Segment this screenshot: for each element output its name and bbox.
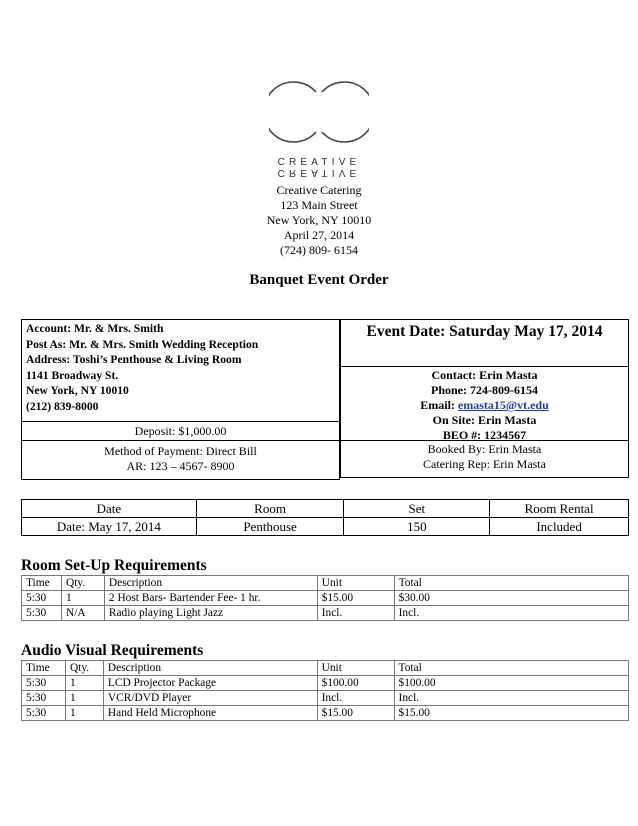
event-date: Event Date: Saturday May 17, 2014 [366,323,603,340]
audio-visual-table [21,660,629,721]
account-line: New York, NY 10010 [26,384,129,397]
table-cell: LCD Projector Package [103,676,317,691]
email-label: Email: [420,398,458,412]
table-cell: Incl. [317,606,394,621]
ar-number: AR: 123 – 4567- 8900 [126,459,235,473]
table-cell: $100.00 [317,676,394,691]
audio-visual-title: Audio Visual Requirements [21,642,204,659]
table-row [22,606,629,621]
table-row [22,706,629,721]
table-cell: Incl. [394,691,628,706]
contact-name: Contact: Erin Masta [431,368,538,382]
event-contact-block [341,368,628,443]
account-box [21,319,340,480]
table-cell: 5:30 [22,606,62,621]
table-row [22,691,629,706]
table-cell: Incl. [317,691,394,706]
catering-rep: Catering Rep: Erin Masta [423,457,546,471]
account-line: 1141 Broadway St. [26,368,119,382]
account-line: Post As: Mr. & Mrs. Smith Wedding Reception [26,337,259,351]
header-cell: Set [344,500,490,518]
table-header-row [22,661,629,676]
brand-wordmark-mirrored: CREATIVE [277,167,361,178]
divider [341,440,628,441]
header-cell: Description [103,661,317,676]
booked-by: Booked By: Erin Masta [427,442,542,456]
header-cell: Total [394,576,628,591]
company-address-block [200,183,438,258]
table-cell: VCR/DVD Player [103,691,317,706]
table-row [22,518,629,536]
event-box [340,319,629,478]
table-cell: 1 [65,706,103,721]
account-details [26,321,258,414]
table-cell: Incl. [394,606,628,621]
company-street: 123 Main Street [280,198,358,212]
room-setup-table [21,575,629,621]
account-line: Address: Toshi’s Penthouse & Living Room [26,353,242,366]
table-cell: N/A [61,606,104,621]
header-cell: Room Rental [490,500,629,518]
table-cell: 5:30 [22,591,62,606]
payment-method: Method of Payment: Direct Bill [104,444,257,458]
table-cell: Radio playing Light Jazz [104,606,317,621]
table-cell: Penthouse [196,518,344,536]
table-cell: 5:30 [22,706,66,721]
account-line: (212) 839-8000 [26,399,99,413]
beo-number: BEO #: 1234567 [442,428,527,442]
table-header-row [22,500,629,518]
table-cell: Included [490,518,629,536]
table-cell: 5:30 [22,676,66,691]
email-link[interactable]: emasta15@vt.edu [457,398,549,412]
header-cell: Unit [317,661,394,676]
header-cell: Qty. [65,661,103,676]
divider [341,366,628,367]
brand-wordmark: CREATIVE [277,157,361,168]
event-summary-table [21,499,629,536]
divider [22,440,339,441]
header-cell: Date [22,500,197,518]
table-row [22,676,629,691]
table-cell: 2 Host Bars- Bartender Fee- 1 hr. [104,591,317,606]
table-cell: Hand Held Microphone [103,706,317,721]
header-cell: Qty. [61,576,104,591]
table-cell: 1 [65,676,103,691]
page-title: Banquet Event Order [249,272,389,288]
contact-email-row [341,398,628,413]
onsite-contact: On Site: Erin Masta [432,413,537,427]
contact-phone: Phone: 724-809-6154 [431,383,538,397]
company-city: New York, NY 10010 [266,213,372,227]
header-cell: Unit [317,576,394,591]
header-cell: Time [22,576,62,591]
table-row [22,591,629,606]
divider [22,421,339,422]
table-cell: $15.00 [317,706,394,721]
company-name: Creative Catering [276,183,362,197]
table-cell: 1 [61,591,104,606]
booking-block [341,442,628,472]
room-setup-title: Room Set-Up Requirements [21,557,207,574]
header-cell: Room [196,500,344,518]
table-cell: $15.00 [317,591,394,606]
account-line: Account: Mr. & Mrs. Smith [26,322,164,335]
table-cell: 5:30 [22,691,66,706]
creative-catering-logo-icon [269,78,369,146]
table-cell: 1 [65,691,103,706]
table-cell: Date: May 17, 2014 [22,518,197,536]
table-cell: $100.00 [394,676,628,691]
company-date: April 27, 2014 [283,228,355,242]
table-cell: $30.00 [394,591,628,606]
header-cell: Time [22,661,66,676]
header-cell: Total [394,661,628,676]
deposit-text: Deposit: $1,000.00 [134,424,227,438]
table-header-row [22,576,629,591]
table-cell: 150 [344,518,490,536]
header-cell: Description [104,576,317,591]
company-phone: (724) 809- 6154 [280,243,358,257]
table-cell: $15.00 [394,706,628,721]
